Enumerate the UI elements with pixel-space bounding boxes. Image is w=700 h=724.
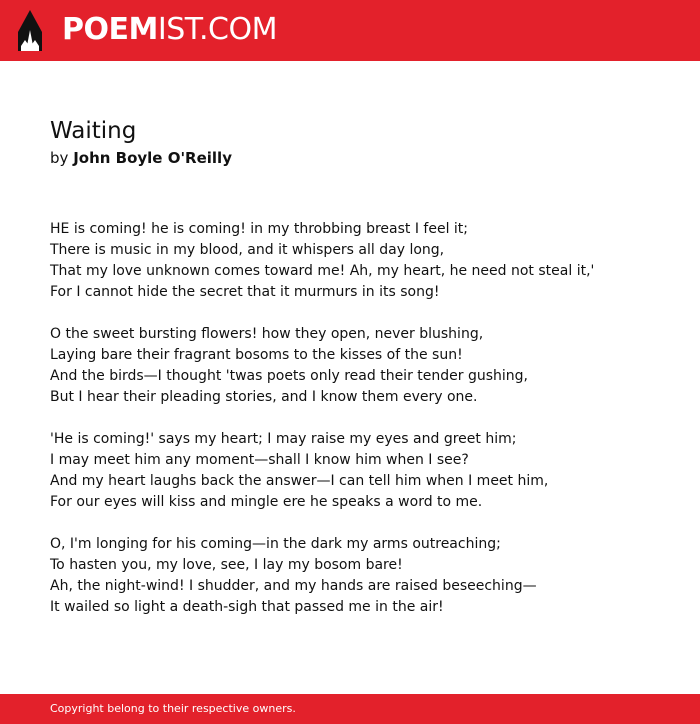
poem-byline — [50, 147, 660, 169]
poem-line: HE is coming! he is coming! in my throbbing breast I feel it; — [50, 221, 469, 237]
poem-line: To hasten you, my love, see, I lay my bosom bare! — [50, 557, 403, 573]
poem-line: Ah, the night-wind! I shudder, and my hands are raised beseeching— — [50, 578, 537, 594]
copyright-text: Copyright belong to their respective owners. — [50, 702, 296, 715]
poem-line: 'He is coming!' says my heart; I may raise my eyes and greet him; — [50, 431, 517, 447]
by-label: by — [50, 149, 69, 167]
poem-line: I may meet him any moment—shall I know him when I see? — [50, 452, 469, 468]
poem-line: There is music in my blood, and it whispers all day long, — [50, 242, 445, 258]
stanza — [50, 324, 660, 408]
poem-line: O, I'm longing for his coming—in the dark my arms outreaching; — [50, 536, 501, 552]
stanza — [50, 534, 660, 618]
poem-line: O the sweet bursting flowers! how they open, never blushing, — [50, 326, 484, 342]
brand-light-text: IST.COM — [157, 12, 277, 47]
poem-line: But I hear their pleading stories, and I know them every one. — [50, 389, 478, 405]
brand-bold-text: POEM — [62, 12, 158, 47]
site-footer — [0, 694, 700, 724]
stanza — [50, 219, 660, 303]
pencil-tip-icon[interactable] — [18, 10, 42, 51]
poem-line: Laying bare their fragrant bosoms to the kisses of the sun! — [50, 347, 463, 363]
poem-content — [50, 115, 660, 639]
site-logo-text[interactable] — [62, 13, 277, 47]
poem-line: It wailed so light a death-sigh that passed me in the air! — [50, 599, 444, 615]
poem-body — [50, 219, 660, 618]
poem-line: For I cannot hide the secret that it murmurs in its song! — [50, 284, 440, 300]
poem-line: For our eyes will kiss and mingle ere he speaks a word to me. — [50, 494, 483, 510]
poem-line: And my heart laughs back the answer—I can tell him when I meet him, — [50, 473, 549, 489]
poem-line: That my love unknown comes toward me! Ah, my heart, he need not steal it,' — [50, 263, 595, 279]
poem-line: And the birds—I thought 'twas poets only read their tender gushing, — [50, 368, 528, 384]
author-name: John Boyle O'Reilly — [73, 149, 232, 167]
poem-title: Waiting — [50, 118, 137, 144]
stanza — [50, 429, 660, 513]
site-header — [0, 0, 700, 61]
